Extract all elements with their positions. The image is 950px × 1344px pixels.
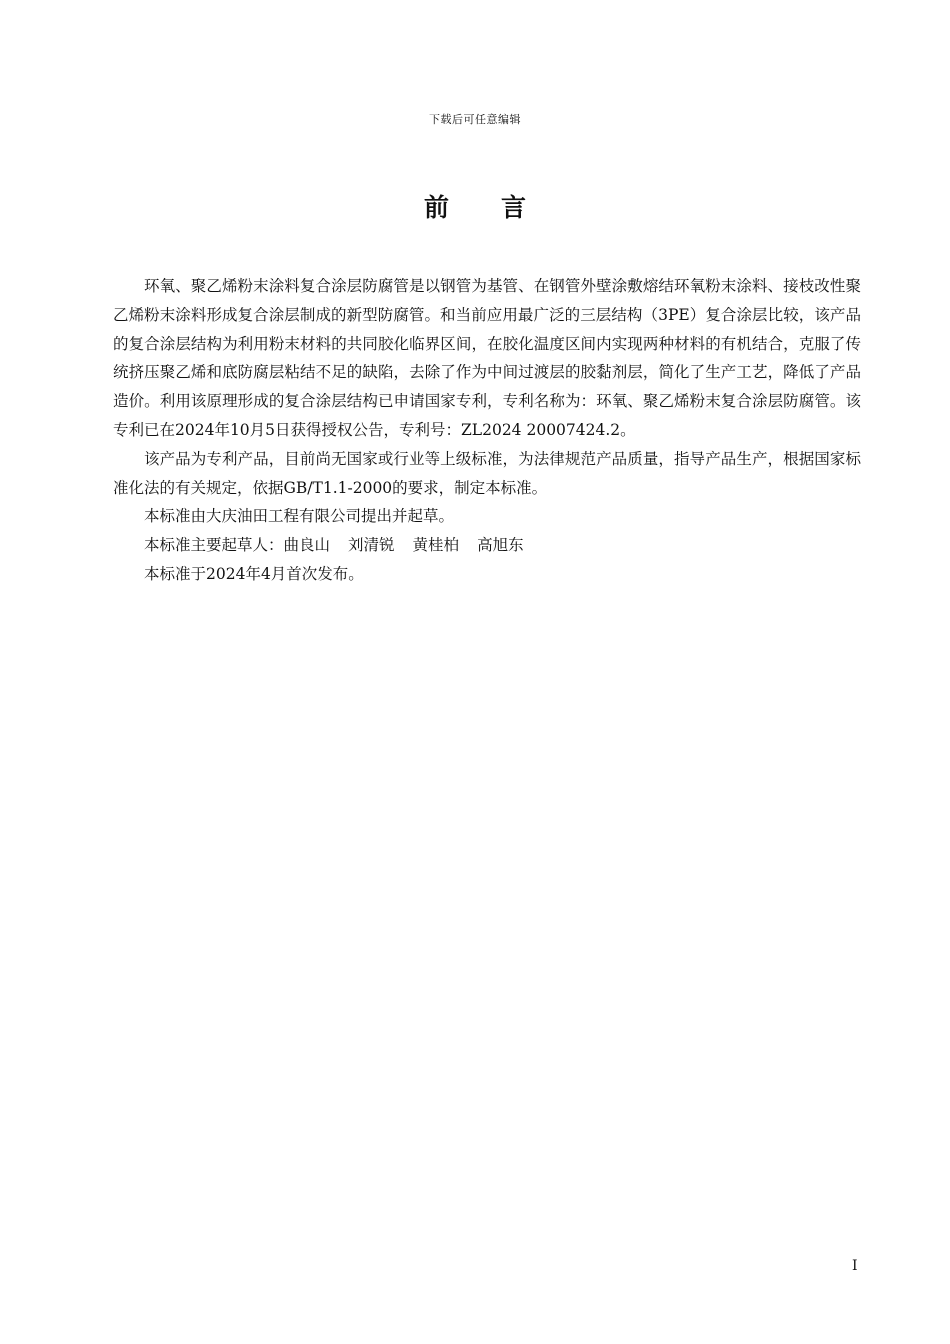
drafter-name: 曲良山 bbox=[283, 536, 331, 555]
paragraph-intro: 环氧、聚乙烯粉末涂料复合涂层防腐管是以钢管为基管、在钢管外壁涂敷熔结环氧粉末涂料、接枝改性聚乙烯粉末涂料形成复合涂层制成的新型防腐管。和当前应用最广泛的三层结构（3PE）复合涂层比较，该产品的复合涂层结构为利用粉末材料的共同胶化临界区间，在胶化温度区间内实现两种材料的有机结合，克服了传统挤压聚乙烯和底防腐层粘结不足的缺陷，去除了作为中间过渡层的胶黏剂层，简化了生产工艺，降低了产品造价。利用该原理形成的复合涂层结构已申请国家专利，专利名称为：环氧、聚乙烯粉末复合涂层防腐管。该专利已在2024年10月5日获得授权公告，专利号：ZL2024 20007424.2。 bbox=[113, 277, 861, 439]
drafter-name: 高旭东 bbox=[477, 536, 524, 555]
drafters-line bbox=[113, 531, 861, 560]
paragraph-standard-basis: 该产品为专利产品，目前尚无国家或行业等上级标准，为法律规范产品质量，指导产品生产，根据国家标准化法的有关规定，依据GB/T1.1-2000的要求，制定本标准。 bbox=[113, 449, 861, 497]
page-number: I bbox=[852, 1258, 858, 1274]
paragraph-proposer: 本标准由大庆油田工程有限公司提出并起草。 bbox=[144, 507, 455, 526]
release-note: 本标准于2024年4月首次发布。 bbox=[144, 564, 364, 583]
drafters-label: 本标准主要起草人： bbox=[144, 536, 284, 555]
page-title: 前言 bbox=[423, 193, 578, 222]
foreword-body bbox=[113, 272, 861, 589]
header-note: 下载后可任意编辑 bbox=[429, 113, 521, 126]
drafter-name: 刘清锐 bbox=[348, 536, 395, 555]
drafter-name: 黄桂柏 bbox=[412, 536, 460, 555]
